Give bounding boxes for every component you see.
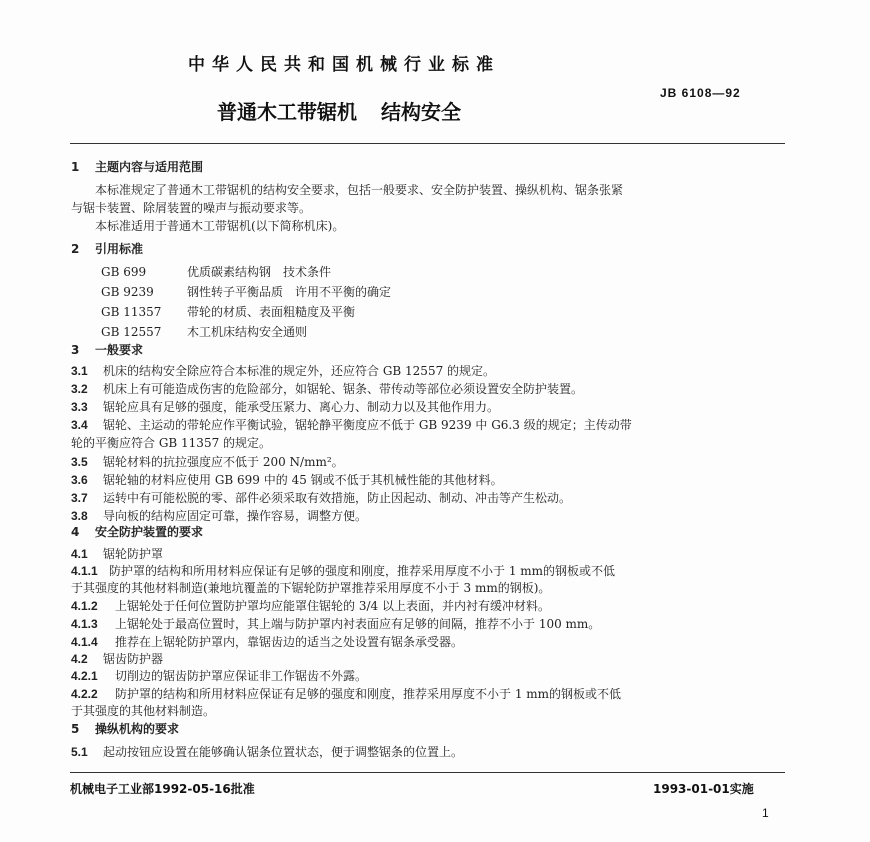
clause-5-1 — [71, 743, 787, 762]
clause-number: 4.1.2 — [71, 599, 98, 613]
section-1-para-2: 本标准适用于普通木工带锯机(以下简称机床)。 — [95, 219, 345, 233]
clause-text: 导向板的结构应固定可靠，操作容易，调整方便。 — [103, 509, 368, 523]
section-3-heading — [71, 341, 143, 358]
document-title — [217, 96, 461, 125]
clause-4-1-3 — [71, 615, 787, 634]
clause-text: 防护罩的结构和所用材料应保证有足够的强度和刚度，推荐采用厚度不小于 1 mm的钢板或不低 — [109, 564, 616, 578]
clause-number: 3.1 — [71, 364, 88, 378]
clause-3-4 — [71, 416, 787, 435]
clause-text: 锯轮应具有足够的强度，能承受压紧力、离心力、制动力以及其他作用力。 — [103, 400, 500, 414]
clause-text: 运转中有可能松脱的零、部件必须采取有效措施，防止因起动、制动、冲击等产生松动。 — [103, 491, 572, 505]
clause-number: 4.2.2 — [71, 687, 98, 701]
approval-date: 机械电子工业部1992-05-16批准 — [70, 782, 255, 796]
clause-number: 3.7 — [71, 491, 88, 505]
section-title: 一般要求 — [95, 343, 144, 357]
reference-code: GB 699 — [101, 265, 147, 279]
reference-list — [101, 262, 391, 342]
reference-code: GB 12557 — [101, 325, 162, 339]
clause-text: 上锯轮处于任何位置防护罩均应能罩住锯轮的 3/4 以上表面，并内衬有缓冲材料。 — [115, 599, 550, 613]
clause-3-6 — [71, 471, 787, 490]
standard-number: JB 6108—92 — [660, 86, 741, 100]
clause-number: 3.3 — [71, 400, 88, 414]
section-number: 2 — [71, 242, 80, 256]
clause-number: 3.2 — [71, 382, 88, 396]
clause-text: 起动按钮应设置在能够确认锯条位置状态，便于调整锯条的位置上。 — [103, 745, 464, 759]
clause-text: 机床的结构安全除应符合本标准的规定外，还应符合 GB 12557 的规定。 — [103, 364, 496, 378]
clause-number: 3.5 — [71, 455, 88, 469]
section-title: 主题内容与适用范围 — [95, 160, 204, 174]
clause-number: 3.6 — [71, 473, 88, 487]
clause-4-2-1 — [71, 667, 787, 686]
clause-number: 4.1 — [71, 547, 88, 561]
subsection-title: 锯齿防护器 — [103, 652, 164, 666]
clause-number: 5.1 — [71, 745, 88, 759]
reference-item — [101, 282, 391, 302]
clause-text: 推荐在上锯轮防护罩内，靠锯齿边的适当之处设置有锯条承受器。 — [115, 635, 464, 649]
title-part-1: 普通木工带锯机 — [217, 100, 357, 124]
subsection-title: 锯轮防护罩 — [103, 547, 164, 561]
clause-number: 3.4 — [71, 418, 88, 432]
clause-3-5 — [71, 453, 787, 472]
clause-text: 锯轮材料的抗拉强度应不低于 200 N/mm²。 — [103, 455, 344, 469]
clause-text: 机床上有可能造成伤害的危险部分，如锯轮、锯条、带传动等部位必须设置安全防护装置。 — [103, 382, 584, 396]
title-part-2: 结构安全 — [381, 100, 461, 124]
section-title: 操纵机构的要求 — [95, 722, 180, 736]
reference-item — [101, 262, 391, 282]
clause-text: 锯轮、主运动的带轮应作平衡试验，锯轮静平衡度应不低于 GB 9239 中 G6.3 级的规定；主传动带 — [103, 418, 632, 432]
footer-divider — [70, 772, 785, 773]
clause-3-2 — [71, 380, 787, 399]
section-1-para-1-line-2: 与锯卡装置、除屑装置的噪声与振动要求等。 — [71, 201, 312, 215]
section-number: 1 — [71, 160, 80, 174]
section-number: 3 — [71, 343, 80, 357]
clause-3-7 — [71, 489, 787, 508]
reference-item — [101, 302, 391, 322]
reference-code: GB 9239 — [101, 285, 154, 299]
reference-name: 带轮的材质、表面粗糙度及平衡 — [187, 305, 356, 319]
clause-text: 防护罩的结构和所用材料应保证有足够的强度和刚度，推荐采用厚度不小于 1 mm的钢板或不低 — [115, 687, 622, 701]
clause-text: 锯轮轴的材料应使用 GB 699 中的 45 钢或不低于其机械性能的其他材料。 — [103, 473, 503, 487]
reference-name: 木工机床结构安全通则 — [187, 325, 308, 339]
reference-name: 钢性转子平衡品质 许用不平衡的确定 — [187, 285, 392, 299]
clause-text: 切削边的锯齿防护罩应保证非工作锯齿不外露。 — [115, 669, 368, 683]
page-number: 1 — [762, 806, 769, 820]
reference-code: GB 11357 — [101, 305, 162, 319]
clause-number: 4.1.1 — [71, 564, 98, 578]
section-title: 引用标准 — [95, 242, 144, 256]
reference-name: 优质碳素结构钢 技术条件 — [187, 265, 332, 279]
section-1-para-1-line-1: 本标准规定了普通木工带锯机的结构安全要求，包括一般要求、安全防护装置、操纵机构、锯条张紧 — [95, 183, 624, 197]
clause-text: 上锯轮处于最高位置时，其上端与防护罩内衬表面应有足够的间隔，推荐不小于 100 mm。 — [115, 617, 601, 631]
section-number: 5 — [71, 722, 80, 736]
section-5-heading — [71, 720, 179, 737]
clause-4-2-2-continuation: 于其强度的其他材料制造。 — [71, 704, 216, 718]
clause-4-1-2 — [71, 597, 787, 616]
clause-number: 3.8 — [71, 509, 88, 523]
reference-item — [101, 322, 391, 342]
section-4-heading — [71, 523, 203, 540]
clause-3-4-continuation: 轮的平衡应符合 GB 11357 的规定。 — [71, 436, 272, 450]
clause-number: 4.1.3 — [71, 617, 98, 631]
clause-number: 4.2 — [71, 652, 88, 666]
section-2-heading — [71, 240, 143, 257]
header-divider — [70, 143, 785, 144]
issuing-organization: 中华人民共和国机械行业标准 — [188, 55, 500, 75]
clause-3-3 — [71, 398, 787, 417]
clause-number: 4.1.4 — [71, 635, 98, 649]
section-number: 4 — [71, 525, 80, 539]
effective-date: 1993-01-01实施 — [653, 782, 754, 796]
section-1-heading — [71, 158, 203, 175]
clause-number: 4.2.1 — [71, 669, 98, 683]
section-title: 安全防护装置的要求 — [95, 525, 204, 539]
clause-4-1-1-continuation: 于其强度的其他材料制造(兼地坑覆盖的下锯轮防护罩推荐采用厚度不小于 3 mm的钢板)。 — [71, 581, 551, 595]
clause-3-1 — [71, 362, 787, 381]
